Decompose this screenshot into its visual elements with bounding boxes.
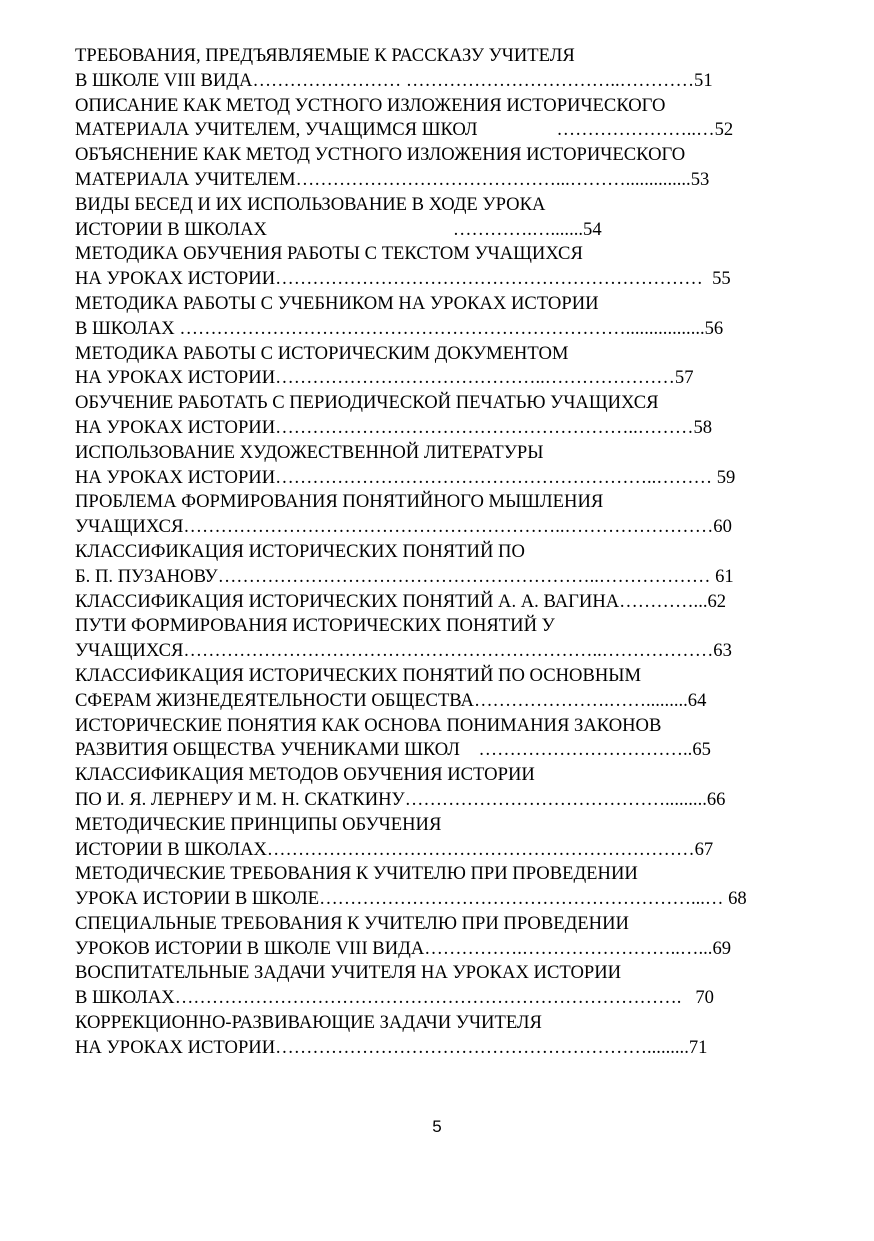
toc-entry-title-page: МАТЕРИАЛА УЧИТЕЛЕМ……………………………………...………..............53 <box>75 168 710 190</box>
toc-entry-title: МЕТОДИКА РАБОТЫ С УЧЕБНИКОМ НА УРОКАХ ИСТОРИИ <box>75 292 599 314</box>
table-of-contents <box>75 44 815 1061</box>
toc-entry-title-page: ИСТОРИИ В ШКОЛАХ……………………………………………………………67 <box>75 838 714 860</box>
toc-entry-title: ОБУЧЕНИЕ РАБОТАТЬ С ПЕРИОДИЧЕСКОЙ ПЕЧАТЬЮ УЧАЩИХСЯ <box>75 392 659 414</box>
toc-entry-title: МЕТОДИЧЕСКИЕ ПРИНЦИПЫ ОБУЧЕНИЯ <box>75 813 442 835</box>
toc-entry-title-page: НА УРОКАХ ИСТОРИИ…………………………………………………………… 55 <box>75 268 731 290</box>
toc-entry-title-page: В ШКОЛАХ………………………………………………………………………. 70 <box>75 987 714 1009</box>
toc-entry-title-page: НА УРОКАХ ИСТОРИИ……………………………………………………..……… 59 <box>75 466 736 488</box>
toc-entry-title-page: УЧАЩИХСЯ……………………………………………………..……………………60 <box>75 516 732 538</box>
toc-entry-title-page: УЧАЩИХСЯ…………………………………………………………..………………63 <box>75 640 732 662</box>
toc-entry-title: ОПИСАНИЕ КАК МЕТОД УСТНОГО ИЗЛОЖЕНИЯ ИСТОРИЧЕСКОГО <box>75 94 666 116</box>
toc-entry-title-page: РАЗВИТИЯ ОБЩЕСТВА УЧЕНИКАМИ ШКОЛ ……………………………..65 <box>75 739 711 761</box>
toc-entry-title-page: КЛАССИФИКАЦИЯ ИСТОРИЧЕСКИХ ПОНЯТИЙ А. А. ВАГИНА…………...62 <box>75 590 727 612</box>
toc-entry-title: ПУТИ ФОРМИРОВАНИЯ ИСТОРИЧЕСКИХ ПОНЯТИЙ У <box>75 615 555 637</box>
toc-entry-title-page: УРОКА ИСТОРИИ В ШКОЛЕ……………………………………………………...… 68 <box>75 888 747 910</box>
toc-entry-title: СПЕЦИАЛЬНЫЕ ТРЕБОВАНИЯ К УЧИТЕЛЮ ПРИ ПРОВЕДЕНИИ <box>75 912 629 934</box>
toc-entry-title: ИСТОРИЧЕСКИЕ ПОНЯТИЯ КАК ОСНОВА ПОНИМАНИЯ ЗАКОНОВ <box>75 714 662 736</box>
toc-entry-title: ВОСПИТАТЕЛЬНЫЕ ЗАДАЧИ УЧИТЕЛЯ НА УРОКАХ ИСТОРИИ <box>75 962 622 984</box>
toc-entry-title: КЛАССИФИКАЦИЯ МЕТОДОВ ОБУЧЕНИЯ ИСТОРИИ <box>75 764 535 786</box>
toc-entry-title: МЕТОДИЧЕСКИЕ ТРЕБОВАНИЯ К УЧИТЕЛЮ ПРИ ПРОВЕДЕНИИ <box>75 863 638 885</box>
toc-entry-title: КОРРЕКЦИОННО-РАЗВИВАЮЩИЕ ЗАДАЧИ УЧИТЕЛЯ <box>75 1012 542 1034</box>
toc-entry-title: МЕТОДИКА ОБУЧЕНИЯ РАБОТЫ С ТЕКСТОМ УЧАЩИХСЯ <box>75 243 583 265</box>
toc-entry-title-page: ПО И. Я. ЛЕРНЕРУ И М. Н. СКАТКИНУ…………………………………….........66 <box>75 788 726 810</box>
toc-entry-title-page: НА УРОКАХ ИСТОРИИ……………………………………..…………………57 <box>75 367 694 389</box>
toc-entry-title: ОБЪЯСНЕНИЕ КАК МЕТОД УСТНОГО ИЗЛОЖЕНИЯ ИСТОРИЧЕСКОГО <box>75 144 686 166</box>
toc-entry-title-page: ИСТОРИИ В ШКОЛАХ ………….….......54 <box>75 218 602 240</box>
toc-entry-title-page: МАТЕРИАЛА УЧИТЕЛЕМ, УЧАЩИМСЯ ШКОЛ …………………..…52 <box>75 119 734 141</box>
toc-entry-title-page: В ШКОЛЕ VIII ВИДА…………………… ……………………………..…………51 <box>75 69 713 91</box>
toc-entry-title-page: СФЕРАМ ЖИЗНЕДЕЯТЕЛЬНОСТИ ОБЩЕСТВА………………….…….........64 <box>75 689 707 711</box>
toc-entry-title-page: В ШКОЛАХ ……………………………………………………………….................56 <box>75 317 724 339</box>
toc-entry-title: МЕТОДИКА РАБОТЫ С ИСТОРИЧЕСКИМ ДОКУМЕНТОМ <box>75 342 569 364</box>
toc-entry-title-page: УРОКОВ ИСТОРИИ В ШКОЛЕ VIII ВИДА…………….……………………..…...69 <box>75 937 732 959</box>
page-number: 5 <box>432 1117 442 1136</box>
toc-entry-title: ПРОБЛЕМА ФОРМИРОВАНИЯ ПОНЯТИЙНОГО МЫШЛЕНИЯ <box>75 491 604 513</box>
toc-entry-title: ИСПОЛЬЗОВАНИЕ ХУДОЖЕСТВЕННОЙ ЛИТЕРАТУРЫ <box>75 441 544 463</box>
toc-entry-title-page: Б. П. ПУЗАНОВУ……………………………………………………..……………… 61 <box>75 565 734 587</box>
toc-entry-title-page: НА УРОКАХ ИСТОРИИ…………………………………………………..………58 <box>75 416 713 438</box>
toc-entry-title-page: НА УРОКАХ ИСТОРИИ…………………………………………………….........71 <box>75 1036 708 1058</box>
toc-entry-title: ВИДЫ БЕСЕД И ИХ ИСПОЛЬЗОВАНИЕ В ХОДЕ УРОКА <box>75 193 546 215</box>
toc-entry-title: КЛАССИФИКАЦИЯ ИСТОРИЧЕСКИХ ПОНЯТИЙ ПО <box>75 540 525 562</box>
toc-entry-title: ТРЕБОВАНИЯ, ПРЕДЪЯВЛЯЕМЫЕ К РАССКАЗУ УЧИТЕЛЯ <box>75 45 575 66</box>
toc-entry-title: КЛАССИФИКАЦИЯ ИСТОРИЧЕСКИХ ПОНЯТИЙ ПО ОСНОВНЫМ <box>75 664 642 686</box>
